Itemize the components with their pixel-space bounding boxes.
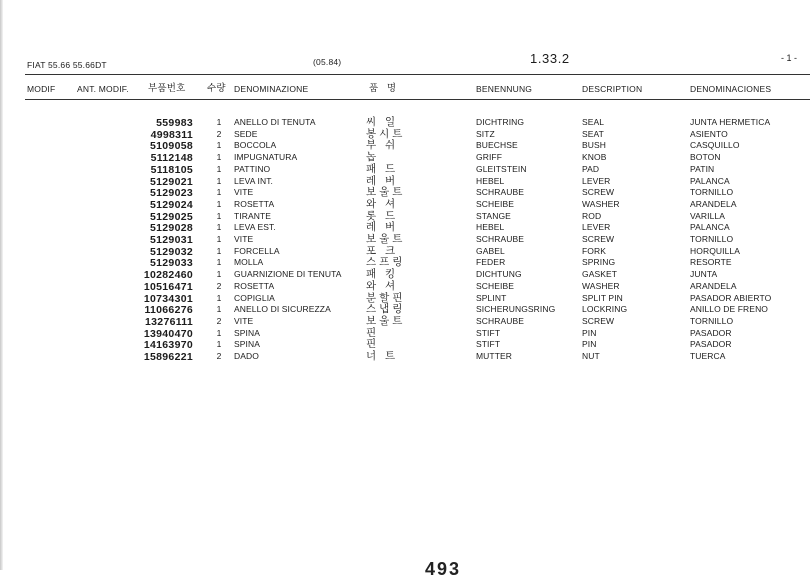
quantity: 1 [216, 304, 222, 315]
german-name: SICHERUNGSRING [476, 304, 556, 315]
part-number: 10734301 [143, 292, 193, 305]
korean-name: 핀 [366, 326, 380, 339]
part-number: 5129023 [150, 187, 193, 200]
section-number: 1.33.2 [530, 51, 570, 66]
korean-name: 보울트 [366, 314, 406, 327]
quantity: 1 [216, 117, 222, 127]
quantity: 1 [216, 187, 222, 198]
quantity: 1 [216, 234, 222, 244]
spanish-name: TUERCA [690, 351, 726, 361]
german-name: GRIFF [476, 152, 502, 163]
german-name: SCHEIBE [476, 198, 515, 209]
korean-name: 놉 [366, 151, 380, 164]
spanish-name: TORNILLO [690, 234, 734, 244]
italian-name: LEVA INT. [234, 175, 274, 186]
english-name: LEVER [582, 222, 611, 233]
issue-date: (05.84) [313, 57, 342, 67]
italian-name: FORCELLA [234, 245, 280, 256]
part-number: 5129031 [150, 234, 193, 246]
spanish-name: ASIENTO [690, 128, 728, 139]
german-name: SITZ [476, 128, 495, 139]
spanish-name: TORNILLO [690, 187, 734, 198]
spanish-name: PASADOR ABIERTO [690, 292, 772, 303]
korean-name: 보울트 [366, 233, 406, 245]
part-number: 5109058 [150, 140, 193, 153]
english-name: WASHER [582, 198, 620, 209]
model-title: FIAT 55.66 55.66DT [27, 60, 107, 70]
korean-name: 레 버 [366, 174, 399, 187]
english-name: SPLIT PIN [582, 292, 623, 303]
english-name: PAD [582, 163, 600, 174]
quantity: 1 [216, 140, 222, 151]
german-name: SCHEIBE [476, 280, 515, 291]
english-name: SCREW [582, 315, 615, 326]
german-name: STANGE [476, 210, 511, 221]
italian-name: VITE [234, 315, 254, 326]
table-row [0, 352, 810, 364]
english-name: PIN [582, 339, 597, 350]
table-row [0, 258, 810, 270]
spanish-name: ANILLO DE FRENO [690, 304, 769, 315]
table-row [0, 141, 810, 153]
table-row [0, 235, 810, 247]
part-number: 11066276 [144, 304, 193, 317]
english-name: SEAL [582, 117, 605, 127]
italian-name: ROSETTA [234, 280, 275, 291]
quantity: 2 [216, 280, 222, 291]
english-name: BUSH [582, 140, 607, 151]
german-name: SCHRAUBE [476, 234, 525, 244]
korean-name: 봉시트 [366, 127, 406, 140]
quantity: 1 [216, 292, 222, 303]
korean-name: 분할핀 [366, 291, 406, 304]
part-number: 5118105 [150, 163, 193, 176]
german-name: STIFT [476, 327, 501, 338]
part-number: 5129028 [150, 222, 193, 235]
english-name: NUT [582, 351, 600, 361]
col-header-korean: 품 명 [369, 83, 397, 94]
korean-name: 부 쉬 [366, 139, 399, 152]
quantity: 1 [216, 245, 222, 256]
german-name: SCHRAUBE [476, 315, 525, 326]
part-number: 10516471 [143, 280, 193, 293]
part-number: 13276111 [145, 315, 193, 328]
german-name: HEBEL [476, 222, 505, 233]
german-name: SPLINT [476, 292, 507, 303]
german-name: BUECHSE [476, 140, 518, 151]
quantity: 1 [216, 327, 222, 338]
english-name: SCREW [582, 187, 615, 198]
spanish-name: ARANDELA [690, 198, 737, 209]
english-name: PIN [582, 327, 597, 338]
italian-name: VITE [234, 234, 254, 244]
korean-name: 핀 [366, 338, 380, 351]
german-name: FEDER [476, 257, 506, 268]
spanish-name: RESORTE [690, 257, 732, 268]
english-name: ROD [582, 210, 602, 221]
german-name: MUTTER [476, 351, 513, 361]
korean-name: 롯 드 [366, 209, 399, 222]
spanish-name: VARILLA [690, 210, 726, 221]
quantity: 2 [216, 128, 222, 139]
quantity: 1 [216, 152, 222, 163]
quantity: 1 [216, 163, 222, 174]
korean-name: 씨 일 [366, 116, 399, 128]
part-number: 5112148 [150, 152, 193, 165]
korean-name: 보울트 [366, 186, 406, 199]
german-name: GABEL [476, 245, 505, 256]
english-name: GASKET [582, 269, 618, 280]
col-header-german: BENENNUNG [476, 84, 533, 94]
italian-name: LEVA EST. [234, 222, 276, 233]
german-name: DICHTUNG [476, 269, 522, 280]
italian-name: ROSETTA [234, 198, 275, 209]
italian-name: MOLLA [234, 257, 264, 268]
part-number: 5129021 [150, 175, 193, 188]
col-header-modif: MODIF [27, 84, 56, 94]
page-number: 493 [425, 559, 462, 579]
italian-name: COPIGLIA [234, 292, 275, 303]
quantity: 2 [216, 351, 222, 361]
quantity: 2 [216, 315, 222, 326]
korean-name: 패 드 [366, 162, 399, 175]
german-name: SCHRAUBE [476, 187, 525, 198]
col-header-italian: DENOMINAZIONE [234, 84, 309, 94]
german-name: STIFT [476, 339, 501, 350]
table-row [0, 162, 810, 177]
sheet-number: - 1 - [781, 53, 798, 63]
spanish-name: PALANCA [690, 222, 730, 233]
italian-name: TIRANTE [234, 210, 272, 221]
spanish-name: PATIN [690, 163, 715, 174]
korean-name: 패 킹 [366, 268, 399, 281]
quantity: 1 [216, 257, 222, 268]
table-row [0, 326, 810, 341]
spanish-name: JUNTA HERMETICA [690, 117, 771, 127]
italian-name: PATTINO [234, 163, 271, 174]
korean-name: 와 셔 [366, 197, 399, 210]
italian-name: GUARNIZIONE DI TENUTA [234, 269, 342, 280]
col-header-part-number: 부품번호 [148, 83, 186, 94]
quantity: 1 [216, 222, 222, 233]
spanish-name: BOTON [690, 152, 721, 163]
part-number: 5129032 [150, 245, 193, 258]
part-number: 5129024 [150, 198, 193, 211]
korean-name: 스프링 [366, 256, 406, 269]
spanish-name: PASADOR [690, 339, 732, 350]
header-rule-bottom [25, 99, 810, 100]
table-row [0, 153, 810, 165]
german-name: GLEITSTEIN [476, 163, 527, 174]
quantity: 1 [216, 269, 222, 280]
col-header-english: DESCRIPTION [582, 84, 643, 94]
italian-name: IMPUGNATURA [234, 152, 298, 163]
col-header-ant-modif: ANT. MODIF. [77, 84, 129, 94]
table-row [0, 340, 810, 352]
spanish-name: PALANCA [690, 175, 730, 186]
part-number: 559983 [156, 117, 193, 129]
italian-name: SPINA [234, 339, 261, 350]
korean-name: 와 셔 [366, 279, 399, 292]
spanish-name: HORQUILLA [690, 245, 741, 256]
italian-name: ANELLO DI SICUREZZA [234, 304, 331, 315]
spanish-name: PASADOR [690, 327, 732, 338]
table-row [0, 314, 810, 329]
part-number: 5129033 [150, 257, 193, 270]
header-rule-top [25, 74, 810, 75]
part-number: 4998311 [150, 128, 193, 141]
korean-name: 레 버 [366, 221, 399, 234]
col-header-quantity: 수량 [207, 83, 226, 94]
english-name: SCREW [582, 234, 615, 244]
quantity: 1 [216, 198, 222, 209]
korean-name: 너 트 [366, 350, 399, 362]
col-header-spanish: DENOMINACIONES [690, 84, 772, 94]
table-row [0, 270, 810, 282]
part-number: 5129025 [150, 210, 193, 223]
spanish-name: JUNTA [690, 269, 718, 280]
english-name: LOCKRING [582, 304, 628, 315]
table-row [0, 188, 810, 200]
part-number: 15896221 [143, 351, 193, 363]
korean-name: 스냅링 [366, 303, 406, 316]
english-name: SEAT [582, 128, 604, 139]
spanish-name: TORNILLO [690, 315, 734, 326]
english-name: WASHER [582, 280, 620, 291]
italian-name: DADO [234, 351, 259, 361]
english-name: SPRING [582, 257, 616, 268]
italian-name: SPINA [234, 327, 261, 338]
german-name: HEBEL [476, 175, 505, 186]
italian-name: BOCCOLA [234, 140, 277, 151]
part-number: 10282460 [143, 269, 193, 282]
german-name: DICHTRING [476, 117, 525, 127]
italian-name: VITE [234, 187, 254, 198]
table-row [0, 209, 810, 224]
italian-name: SEDE [234, 128, 258, 139]
table-row [0, 127, 810, 142]
quantity: 1 [216, 175, 222, 186]
italian-name: ANELLO DI TENUTA [234, 117, 316, 127]
english-name: FORK [582, 245, 607, 256]
part-number: 13940470 [143, 327, 193, 340]
korean-name: 포 크 [366, 244, 399, 257]
table-row [0, 197, 810, 212]
part-number: 14163970 [143, 339, 193, 352]
spanish-name: CASQUILLO [690, 140, 740, 151]
quantity: 1 [216, 210, 222, 221]
english-name: KNOB [582, 152, 607, 163]
quantity: 1 [216, 339, 222, 350]
spanish-name: ARANDELA [690, 280, 737, 291]
english-name: LEVER [582, 175, 611, 186]
